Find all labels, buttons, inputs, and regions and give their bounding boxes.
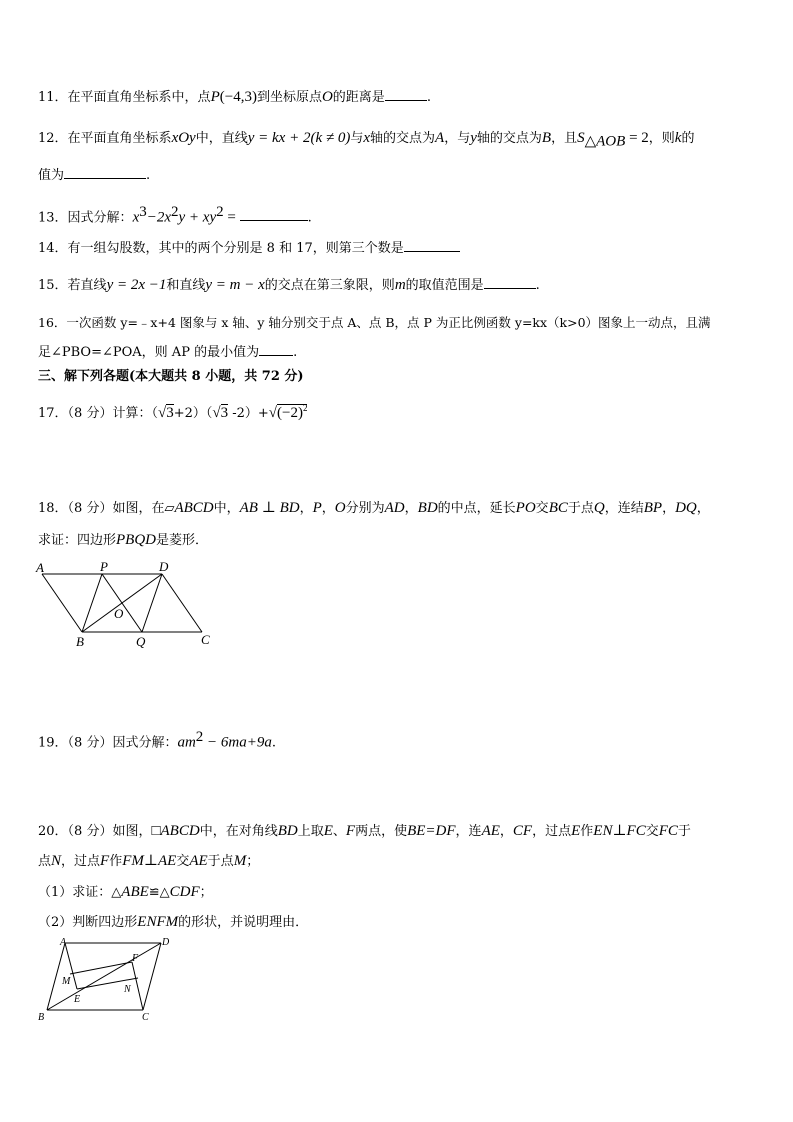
answer-blank[interactable] xyxy=(404,239,460,252)
question-number: 11． xyxy=(38,90,68,105)
question-number: 19． xyxy=(38,735,68,751)
question-number: 12． xyxy=(38,131,68,146)
segment-cf xyxy=(132,962,143,1010)
question-13: 13．因式分解：$x^3-2x^2y + xy^2$ = . xyxy=(38,204,312,226)
segment-ab xyxy=(42,574,82,632)
label-e: E xyxy=(74,994,81,1005)
question-11: 11．在平面直角坐标系中，点P(−4,3)到坐标原点O的距离是 . xyxy=(38,89,431,105)
question-number: 13． xyxy=(38,210,68,226)
label-c: C xyxy=(142,1012,149,1023)
question-number: 14． xyxy=(38,241,68,256)
question-12-line-2: 值为 . xyxy=(38,168,151,183)
label-m: M xyxy=(62,976,71,987)
question-number: 16． xyxy=(38,315,67,330)
label-p: P xyxy=(100,559,108,574)
question-number: 17． xyxy=(38,406,68,421)
question-20-part-2: （2）判断四边形ENFM的形状，并说明理由． xyxy=(38,914,309,930)
question-16-line-2: 足∠PBO=∠POA，则 AP 的最小值为 . xyxy=(38,345,298,360)
label-d: D xyxy=(159,559,169,574)
label-b: B xyxy=(76,634,84,649)
question-12: 12．在平面直角坐标系xOy中，直线y = kx + 2(k ≠ 0)与x轴的交点为A，与y轴的交点为B，且$S_{\triangle AOB} = 2$，则k的 xyxy=(38,130,695,150)
label-f: F xyxy=(132,953,139,964)
question-20: 20．（8 分）如图，□ABCD中，在对角线BD上取E、F两点，使BE=DF，连AE，CF，过点E作EN⊥FC交FC于 xyxy=(38,823,691,839)
question-number: 18． xyxy=(38,501,68,516)
label-n: N xyxy=(124,984,131,995)
label-a: A xyxy=(36,560,44,575)
segment-dc xyxy=(143,943,161,1010)
answer-blank[interactable] xyxy=(259,343,293,356)
question-number: 20． xyxy=(38,824,68,839)
segment-mf xyxy=(70,962,132,974)
question-20-part-1: （1）求证：△ABE≌△CDF； xyxy=(38,884,213,900)
figure-20-parallelogram xyxy=(32,934,182,1024)
question-17: 17．（8 分）计算：（√3+2）（√3 $-2)+√(-2)^2$ xyxy=(38,403,308,421)
segment-pq xyxy=(102,574,142,632)
label-o: O xyxy=(114,606,124,621)
label-d: D xyxy=(162,937,170,948)
answer-blank[interactable] xyxy=(64,166,146,179)
question-19: 19．（8 分）因式分解：$am^2 - 6ma+9a$. xyxy=(38,729,277,751)
sqrt-symbol: √ xyxy=(268,405,278,421)
question-14: 14．有一组勾股数，其中的两个分别是 8 和 17，则第三个数是 xyxy=(38,239,460,258)
question-18-line-2: 求证：四边形PBQD是菱形． xyxy=(38,532,209,548)
answer-blank[interactable] xyxy=(385,88,427,101)
question-number: 15． xyxy=(38,278,68,293)
question-20-line-2: 点N，过点F作FM⊥AE交AE于点M； xyxy=(38,853,260,869)
answer-blank[interactable] xyxy=(240,208,308,221)
label-b: B xyxy=(38,1012,45,1023)
question-16: 16．一次函数 y=﹣x+4 图象与 x 轴、y 轴分别交于点 A、点 B，点 P 为正比例函数 y=kx（k>0）图象上一动点，且满 xyxy=(38,315,711,330)
label-a: A xyxy=(60,937,67,948)
segment-qd xyxy=(142,574,162,632)
segment-dc xyxy=(162,574,202,632)
answer-blank[interactable] xyxy=(484,276,536,289)
label-c: C xyxy=(201,632,210,647)
sqrt-symbol: √ xyxy=(212,405,221,421)
sqrt-symbol: √ xyxy=(157,405,167,421)
segment-bp xyxy=(82,574,102,632)
question-18: 18．（8 分）如图，在▱ABCD中，AB ⊥ BD，P，O分别为AD，BD的中点，延长PO交BC于点Q，连结BP，DQ， xyxy=(38,500,710,516)
figure-18-parallelogram xyxy=(34,558,224,650)
label-q: Q xyxy=(136,634,146,649)
section-heading: 三、解下列各题(本大题共 8 小题，共 72 分) xyxy=(38,369,304,384)
question-15: 15．若直线y = 2x −1和直线y = m − x的交点在第三象限，则m的取值范围是 . xyxy=(38,277,540,293)
